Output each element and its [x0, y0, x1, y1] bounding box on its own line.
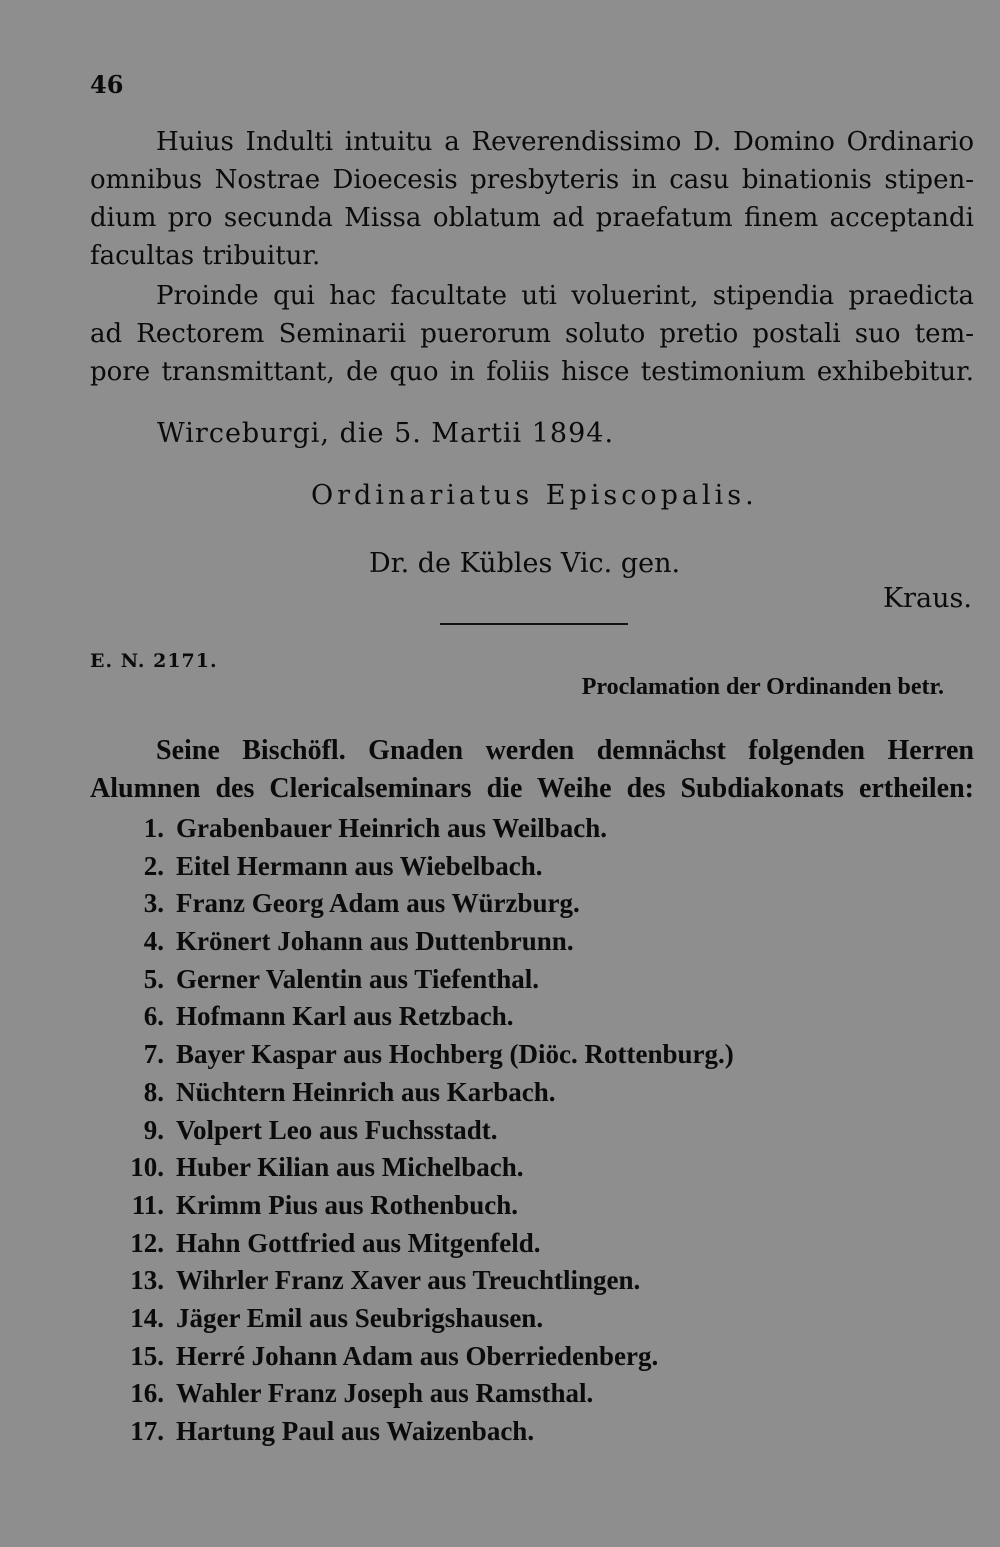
list-item-text: Wahler Franz Joseph aus Ramsthal.	[176, 1378, 594, 1409]
list-item-text: Bayer Kaspar aus Hochberg (Diöc. Rottenburg.)	[176, 1039, 734, 1070]
text-line: facultas tribuitur.	[90, 241, 321, 271]
list-item-number: 6.	[143, 1001, 164, 1032]
list-item-number: 15.	[130, 1340, 164, 1371]
list-item-number: 17.	[130, 1416, 164, 1446]
list-item-text: Grabenbauer Heinrich aus Weilbach.	[176, 813, 608, 843]
text-line: Proinde qui hac facultate uti voluerint, stipendia praedicta	[156, 281, 974, 311]
list-item-number: 4.	[143, 926, 164, 957]
list-item-text: Franz Georg Adam aus Würzburg.	[176, 888, 580, 919]
list-item	[100, 1300, 734, 1338]
list-item	[100, 1262, 734, 1300]
list-item-text: Hartung Paul aus Waizenbach.	[176, 1416, 535, 1446]
list-item-text: Wihrler Franz Xaver aus Treuchtlingen.	[176, 1265, 641, 1296]
list-item-number: 9.	[143, 1114, 164, 1145]
divider-rule	[440, 623, 628, 625]
list-item	[100, 998, 734, 1036]
list-item	[100, 1375, 734, 1413]
page-number: 46	[90, 70, 124, 99]
list-item-text: Hofmann Karl aus Retzbach.	[176, 1001, 514, 1032]
list-item	[100, 1187, 734, 1225]
list-item-text: Krönert Johann aus Duttenbrunn.	[176, 926, 574, 957]
list-item-text: Eitel Hermann aus Wiebelbach.	[176, 850, 543, 881]
list-item	[100, 848, 734, 886]
list-item-number: 2.	[143, 850, 164, 881]
list-item-number: 10.	[130, 1152, 164, 1183]
subject-line: Proclamation der Ordinanden betr.	[581, 674, 944, 700]
list-item-text: Nüchtern Heinrich aus Karbach.	[176, 1076, 556, 1107]
text-line: Huius Indulti intuitu a Reverendissimo D. Domino Ordinario	[156, 127, 974, 157]
ordinand-list	[100, 810, 734, 1451]
list-item-text: Hahn Gottfried aus Mitgenfeld.	[176, 1227, 541, 1258]
list-item	[100, 961, 734, 999]
list-item-number: 14.	[130, 1302, 164, 1333]
text-line: ad Rectorem Seminarii puerorum soluto pretio postali suo tem-	[90, 319, 974, 349]
list-item-number: 8.	[143, 1076, 164, 1107]
reference-number: E. N. 2171.	[90, 650, 218, 672]
paragraph-stipend	[90, 277, 974, 391]
secretary-signature: Kraus.	[882, 583, 972, 614]
text-line: Alumnen des Clericalseminars die Weihe des Subdiakonats ertheilen:	[90, 773, 974, 804]
list-item-text: Krimm Pius aus Rothenbuch.	[176, 1189, 519, 1220]
list-item-text: Gerner Valentin aus Tiefenthal.	[176, 963, 540, 994]
list-item	[100, 923, 734, 961]
list-item	[100, 810, 734, 848]
text-line: Seine Bischöfl. Gnaden werden demnächst folgenden Herren	[156, 735, 974, 766]
list-item	[100, 885, 734, 923]
text-line: pore transmittant, de quo in foliis hisce testimonium exhibebitur.	[90, 357, 974, 387]
list-item	[100, 1225, 734, 1263]
list-item-number: 12.	[130, 1227, 164, 1258]
list-item-number: 11.	[131, 1189, 164, 1220]
vicar-signature: Dr. de Kübles Vic. gen.	[369, 548, 681, 579]
paragraph-indult	[90, 123, 974, 275]
list-item	[100, 1036, 734, 1074]
list-item-text: Jäger Emil aus Seubrigshausen.	[176, 1302, 544, 1333]
text-line: omnibus Nostrae Dioecesis presbyteris in casu binationis stipen-	[90, 165, 974, 195]
list-item-number: 3.	[143, 888, 164, 919]
list-item	[100, 1413, 734, 1451]
issuer: Ordinariatus Episcopalis.	[311, 480, 758, 511]
list-item-text: Huber Kilian aus Michelbach.	[176, 1152, 524, 1183]
text-line: dium pro secunda Missa oblatum ad praefatum finem acceptandi	[90, 203, 974, 233]
place-date: Wirceburgi, die 5. Martii 1894.	[157, 418, 615, 449]
list-item-number: 13.	[130, 1265, 164, 1296]
announcement	[90, 732, 974, 808]
list-item	[100, 1338, 734, 1376]
list-item-text: Herré Johann Adam aus Oberriedenberg.	[176, 1340, 659, 1371]
list-item-number: 16.	[130, 1378, 164, 1409]
list-item	[100, 1149, 734, 1187]
list-item-number: 7.	[143, 1039, 164, 1070]
list-item-text: Volpert Leo aus Fuchsstadt.	[176, 1114, 498, 1145]
list-item-number: 1.	[143, 813, 164, 843]
list-item-number: 5.	[143, 963, 164, 994]
list-item	[100, 1074, 734, 1112]
list-item	[100, 1112, 734, 1150]
